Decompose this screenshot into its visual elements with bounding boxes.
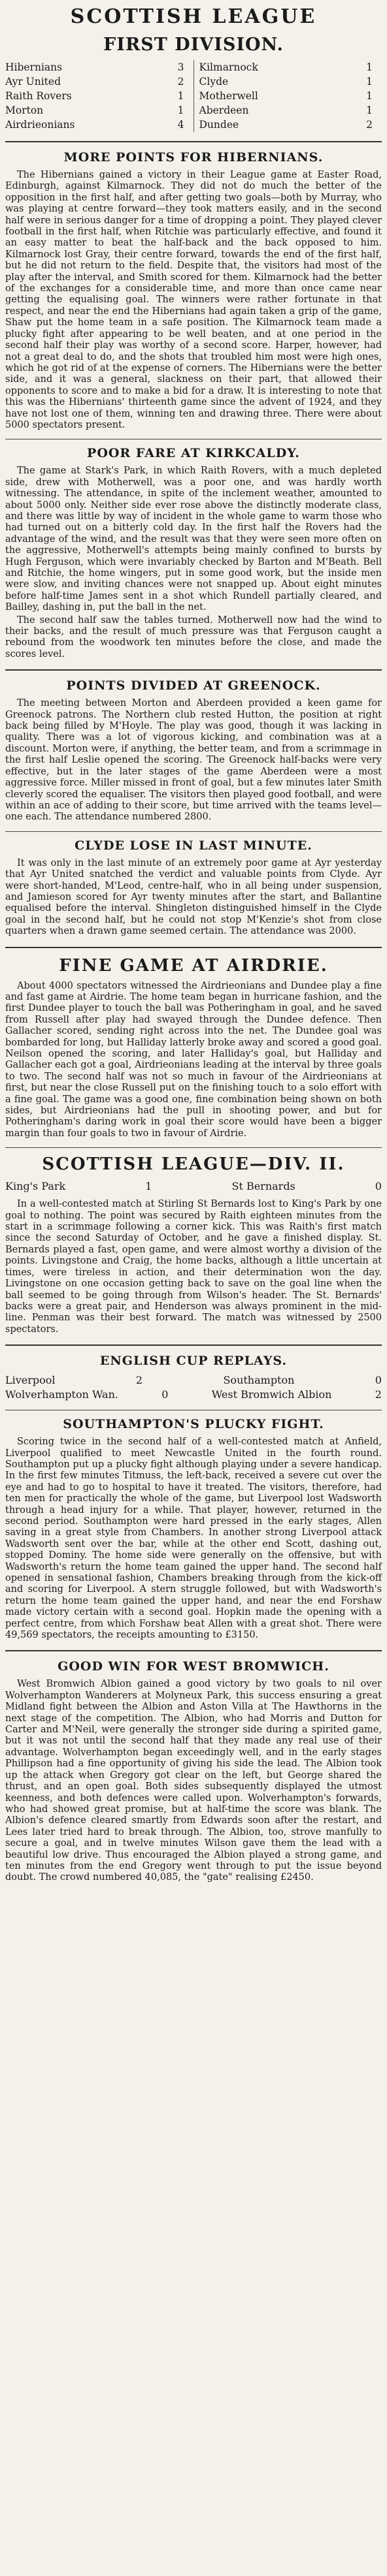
section-divider [5,669,382,671]
articles-container [5,141,382,1884]
section-divider [5,141,382,142]
section-divider [5,1344,382,1346]
article-headline: SOUTHAMPTON'S PLUCKY FIGHT. [63,1417,324,1432]
article-paragraph: In a well-contested match at Stirling St Bernards lost to King's Park by one goal to nothing. The point was secured by Raith eighteen minutes from the start in a scrimmage following a corner kick. This was Raith's first match since the second Saturday of October, and he gave a finished display. St. Bernards played a fast, open game, and were almost worthy a division of the points. Livingstone and Craig, the home backs, although a little uncertain at times, were tireless in action, and their determination won the day. Livingstone on one occasion getting back to save on the goal line when the ball seemed to be going through from Wilson's header. The St. Bernards' backs were a great pair, and Henderson was always prominent in the mid-line. Penman was their best forward. The match was witnessed by 2500 spectators. [5,1199,382,1335]
division-title: FIRST DIVISION. [103,35,284,55]
cup-result-row: Liverpool 2 Southampton 0 [5,1374,382,1387]
result-row: Airdrieonians 4 [5,119,184,131]
article-paragraph: The game at Stark's Park, in which Raith Rovers, with a much depleted side, drew with Motherwell, was a poor one, and was hardly worth witnessing. The attendance, in spite of the inclement weather, amounted to about 5000 only. Neither side ever rose above the distinctly moderate class, and there was little by way of incident in the whole game to warm those who had turned out on a bitterly cold day. In the first half the Rovers had the advantage of the wind, and the result was that they were seen more often on the aggressive, Motherwell's attempts being mainly confined to bursts by Hugh Ferguson, which were invariably checked by Barton and M'Beath. Bell and Ritchie, the home wingers, put in some good work, but the inside men were slow, and inviting chances were not snapped up. About eight minutes before half-time James sent in a shot which Rundell partially cleared, and Bailley, dashing in, put the ball in the net. [5,466,382,613]
results-table [5,60,382,132]
result-row: Ayr United 2 [5,76,184,87]
article-headline: POINTS DIVIDED AT GREENOCK. [66,678,321,693]
article-paragraph: About 4000 spectators witnessed the Airdrieonians and Dundee play a fine and fast game at Airdrie. The home team began in hurricane fashion, and the first Dundee player to touch the ball was Potheringham in goal, and he saved from Russell after play had swayed through the Dundee defence. Then Gallacher scored, sending right across into the net. The Dundee goal was bombarded for long, but Halliday latterly broke away and scored a good goal. Neilson opened the scoring, and later Halliday's goal, but Halliday and Gallacher each got a goal, Airdrieonians leading at the interval by three goals to two. The second half was not so much in favour of the Airdrieonians at first, but near the close Russell put on the finishing touch to a solo effort with a fine goal. The game was a good one, fine combination being shown on both sides, but Airdrieonians had the pull in shooting power, and but for Potheringham's daring work in goal their score would have been a bigger margin than four goals to two in favour of Airdrie. [5,980,382,1139]
home-results-column [5,60,194,132]
result-row: Aberdeen 1 [199,104,373,116]
article-paragraph: Scoring twice in the second half of a well-contested match at Anfield, Liverpool qualified to meet Newcastle United in the fourth round. Southampton put up a plucky fight although playing under a severe handicap. In the first few minutes Titmuss, the left-back, received a severe cut over the eye and had to go to hospital to have it treated. The visitors, therefore, had ten men for practically the whole of the game, but Liverpool lost Wadsworth through a head injury for a while. That player, however, returned in the second period. Southampton were hard pressed in the early stages, Allen saving in a great style from Chambers. In another strong Liverpool attack Wadsworth sent over the bar, while at the other end Scott, dashing out, stopped Dominy. The home side were generally on the offensive, but with Wadsworth's return the home team gained the upper hand. The second half opened in sensational fashion, Chambers breaking through from the kick-off and scoring for Liverpool. A stern struggle followed, but with Wadsworth's return the home team gained the upper hand, and near the end Forshaw made victory certain with a second goal. Hopkin made the opening with a perfect centre, from which Forshaw beat Allen with a great shot. There were 49,569 spectators, the receipts amounting to £3150. [5,1437,382,1641]
article-headline: MORE POINTS FOR HIBERNIANS. [63,150,324,165]
away-results-column [194,60,382,132]
article-headline: POOR FARE AT KIRKCALDY. [87,446,300,461]
article-headline: ENGLISH CUP REPLAYS. [99,1354,288,1369]
article-paragraph: The Hibernians gained a victory in their League game at Easter Road, Edinburgh, against Kilmarnock. They did not do much the better of the opposition in the first half, and after getting two goals—both by Murray, who was playing at centre forward—they took matters easily, and in the second half were in serious danger for a time of dropping a point. They played clever football in the first half, when Ritchie was particularly effective, and found it an easy matter to beat the half-back and the back opposed to him. Kilmarnock lost Gray, their centre forward, towards the end of the first half, but he did not return to the field. Despite that, the visitors had most of the play after the interval, and Smith scored for them. Kilmarnock had the better of the exchanges for a considerable time, and more than once came near getting the equalising goal. The winners were rather fortunate in that respect, and near the end the Hibernians had again taken a grip of the game, Shaw put the home team in a safe position. The Kilmarnock team made a plucky fight after appearing to be well beaten, and at one period in the second half their play was worthy of a second score. Harper, however, had not a great deal to do, and the shots that troubled him most were high ones, which he got rid of at the expense of corners. The Hibernians were the better side, and it was a general, slackness on their part, that allowed their opponents to score and to make a bid for a draw. It is interesting to note that this was the Hibernians' thirteenth game since the advent of 1924, and they have not lost one of them, winning ten and drawing three. There were about 5000 spectators present. [5,170,382,430]
section-divider [5,831,382,832]
result-row: Motherwell 1 [199,90,373,102]
match-result: King's Park 1 St Bernards 0 [5,1180,382,1193]
result-row: Morton 1 [5,104,184,116]
article-paragraph: The meeting between Morton and Aberdeen provided a keen game for Greenock patrons. The Northern club rested Hutton, the position at right back being filled by M'Hoyle. The play was good, though it was lacking in quality. There was a lot of vigorous kicking, and combination was at a discount. Morton were, if anything, the better team, and from a scrimmage in the first half Leslie opened the scoring. The Greenock half-backs were very effective, but in the later stages of the game Aberdeen were a most aggressive force. Miller missed in front of goal, but a few minutes later Smith cleverly scored the equaliser. The visitors then played good football, and were within an ace of adding to their score, but time arrived with the teams level—one each. The attendance numbered 2800. [5,698,382,823]
result-row: Dundee 2 [199,119,373,131]
article-paragraph: It was only in the last minute of an extremely poor game at Ayr yesterday that Ayr United snatched the verdict and valuable points from Clyde. Ayr were short-handed, M'Leod, centre-half, who in all being under suspension, and Jamieson scored for Ayr twenty minutes after the start, and Ballantine equalised before the interval. Shingleton distinguished himself in the Clyde goal in the second half, but he could not stop M'Kenzie's shot from close quarters when a drawn game seemed certain. The attendance was 2000. [5,857,382,937]
section-divider [5,947,382,948]
section-divider [5,1147,382,1148]
article-headline: SCOTTISH LEAGUE—DIV. II. [42,1154,345,1175]
result-row: Hibernians 3 [5,61,184,73]
article-paragraph: The second half saw the tables turned. Motherwell now had the wind to their backs, and the result of much pressure was that Ferguson caught a rebound from the woodwork ten minutes before the close, and made the scores level. [5,614,382,660]
article-paragraph: West Bromwich Albion gained a good victory by two goals to nil over Wolverhampton Wanderers at Molyneux Park, this success ensuring a great Midland fight between the Albion and Aston Villa at The Hawthorns in the next stage of the competition. The Albion, who had Morris and Dutton for Carter and M'Neil, were generally the stronger side during a spirited game, but it was not until the second half that they made any real use of their advantage. Wolverhampton began exceedingly well, and in the early stages Phillipson had a fine opportunity of giving his side the lead. The Albion took up the attack when Gregory got clear on the left, but George shared the thrust, and an open goal. Both sides subsequently displayed the utmost keenness, and both defences were called upon. Wolverhampton's forwards, who had showed great promise, but at half-time the score was blank. The Albion's defence cleared smartly from Edwards soon after the restart, and Lees later tried hard to break through. The Albion, too, strove manfully to secure a goal, and in twelve minutes Wilson gave them the lead with a beautiful low drive. Thus encouraged the Albion played a strong game, and ten minutes from the end Gregory went through to put the issue beyond doubt. The crowd numbered 40,085, the "gate" realising £2450. [5,1679,382,1883]
article-headline: FINE GAME AT AIRDRIE. [59,955,328,976]
result-row: Kilmarnock 1 [199,61,373,73]
section-divider [5,1650,382,1651]
cup-result-row: Wolverhampton Wan. 0 West Bromwich Albion 2 [5,1388,382,1401]
article-headline: GOOD WIN FOR WEST BROMWICH. [58,1659,329,1674]
result-row: Clyde 1 [199,76,373,87]
result-row: Raith Rovers 1 [5,90,184,102]
page-title: SCOTTISH LEAGUE [70,5,317,28]
article-headline: CLYDE LOSE IN LAST MINUTE. [75,838,312,853]
